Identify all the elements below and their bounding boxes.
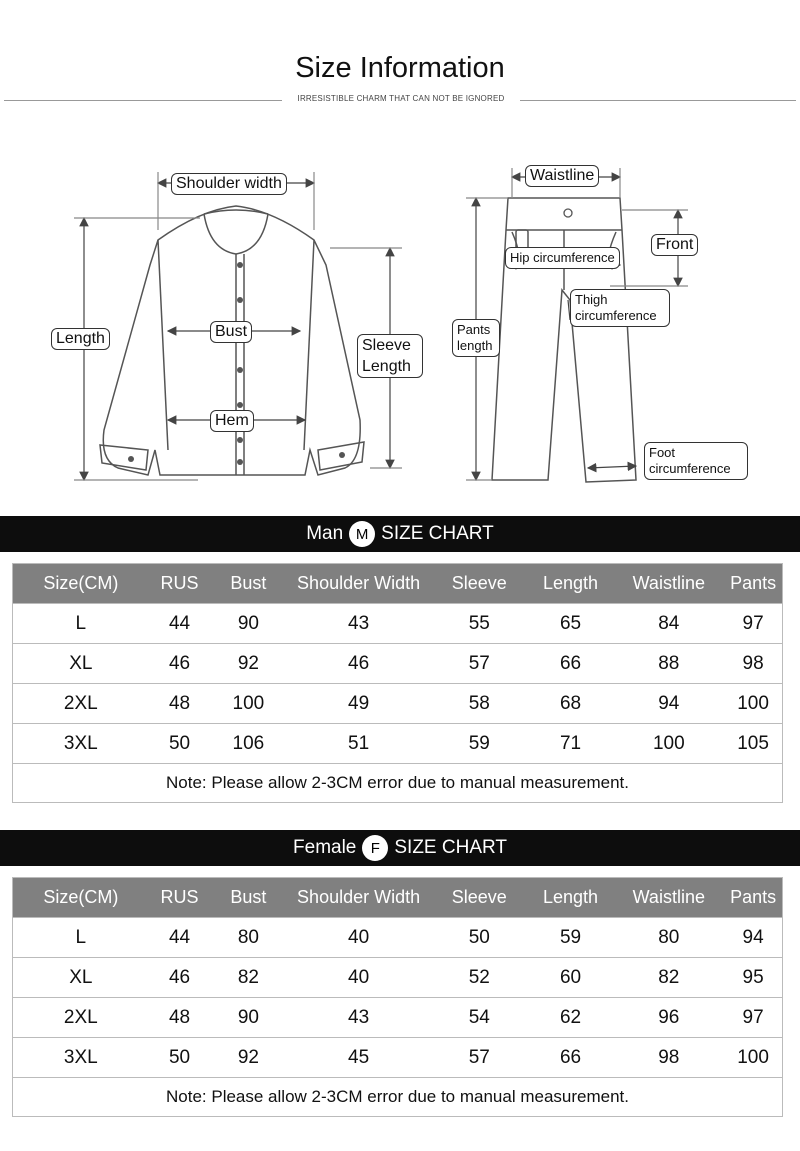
cell-length: 60 bbox=[559, 966, 582, 988]
label-hem: Hem bbox=[210, 410, 254, 432]
header-length: Length bbox=[543, 573, 599, 593]
table-row bbox=[13, 918, 782, 958]
cell-bust: 100 bbox=[232, 692, 265, 714]
header-bust: Bust bbox=[230, 887, 267, 907]
cell-length: 62 bbox=[559, 1006, 582, 1028]
cell-sleeve: 54 bbox=[468, 1006, 490, 1028]
cell-size: XL bbox=[69, 652, 93, 674]
cell-bust: 92 bbox=[237, 1046, 259, 1068]
cell-rus: 50 bbox=[168, 732, 191, 754]
table-row bbox=[13, 958, 782, 998]
cell-shoulder: 46 bbox=[348, 652, 370, 674]
cell-waistline: 100 bbox=[652, 732, 685, 754]
header-waistline: Waistline bbox=[632, 887, 705, 907]
cell-size: 2XL bbox=[63, 1006, 98, 1028]
female-size-chart-banner bbox=[0, 830, 800, 866]
header-pants: Pants bbox=[730, 887, 777, 907]
cell-size: L bbox=[75, 612, 87, 634]
page-title: Size Information bbox=[295, 52, 505, 84]
cell-pants: 105 bbox=[737, 732, 769, 754]
female-size-table bbox=[12, 877, 783, 1117]
female-label: Female bbox=[293, 837, 357, 858]
cell-sleeve: 57 bbox=[468, 1046, 490, 1068]
cell-shoulder: 40 bbox=[348, 926, 370, 948]
table-row bbox=[13, 724, 782, 764]
header-rus: RUS bbox=[160, 887, 199, 907]
divider-right bbox=[520, 100, 796, 101]
cell-bust: 106 bbox=[232, 732, 265, 754]
female-size-chart-title: SIZE CHART bbox=[394, 837, 507, 858]
cell-shoulder: 45 bbox=[348, 1046, 370, 1068]
label-bust: Bust bbox=[210, 321, 252, 343]
subtitle-bar bbox=[0, 92, 800, 108]
table-row bbox=[13, 1038, 782, 1078]
man-size-table bbox=[12, 563, 783, 803]
cell-length: 65 bbox=[559, 612, 582, 634]
cell-pants: 94 bbox=[742, 926, 764, 948]
cell-waistline: 98 bbox=[658, 1046, 680, 1068]
cell-rus: 44 bbox=[168, 926, 191, 948]
header-sleeve: Sleeve bbox=[451, 573, 507, 593]
label-hip-circumference: Hip circumference bbox=[505, 247, 620, 269]
cell-length: 66 bbox=[559, 1046, 582, 1068]
cell-bust: 90 bbox=[237, 1006, 259, 1028]
cell-pants: 97 bbox=[742, 1006, 764, 1028]
cell-size: XL bbox=[69, 966, 93, 988]
cell-bust: 80 bbox=[237, 926, 259, 948]
cell-rus: 50 bbox=[168, 1046, 191, 1068]
cell-waistline: 84 bbox=[658, 612, 680, 634]
cell-pants: 100 bbox=[737, 692, 769, 714]
subtitle: IRRESISTIBLE CHARM THAT CAN NOT BE IGNORED bbox=[297, 94, 505, 103]
cell-size: L bbox=[75, 926, 87, 948]
label-pants-length: Pants length bbox=[452, 319, 500, 357]
man-label: Man bbox=[306, 523, 344, 544]
cell-pants: 95 bbox=[742, 966, 764, 988]
label-thigh-circumference: Thigh circumference bbox=[570, 289, 670, 327]
cell-pants: 97 bbox=[742, 612, 764, 634]
cell-bust: 92 bbox=[237, 652, 259, 674]
table-header-row bbox=[13, 564, 782, 604]
cell-waistline: 82 bbox=[658, 966, 680, 988]
cell-length: 68 bbox=[559, 692, 582, 714]
label-length: Length bbox=[51, 328, 110, 350]
cell-sleeve: 50 bbox=[468, 926, 490, 948]
man-size-chart-banner bbox=[0, 516, 800, 552]
measurement-diagram bbox=[0, 150, 800, 500]
cell-sleeve: 52 bbox=[468, 966, 490, 988]
cell-size: 3XL bbox=[63, 1046, 98, 1068]
cell-sleeve: 55 bbox=[468, 612, 490, 634]
cell-rus: 46 bbox=[168, 966, 191, 988]
header-sleeve: Sleeve bbox=[451, 887, 507, 907]
cell-length: 66 bbox=[559, 652, 582, 674]
cell-shoulder: 49 bbox=[348, 692, 370, 714]
cell-bust: 82 bbox=[237, 966, 259, 988]
pants-icon bbox=[492, 198, 636, 482]
cell-size: 2XL bbox=[63, 692, 98, 714]
cell-sleeve: 57 bbox=[468, 652, 490, 674]
cell-shoulder: 40 bbox=[348, 966, 370, 988]
cell-shoulder: 43 bbox=[348, 612, 370, 634]
cell-pants: 100 bbox=[737, 1046, 769, 1068]
header-length: Length bbox=[543, 887, 599, 907]
header-shoulder-width: Shoulder Width bbox=[297, 573, 421, 593]
cell-bust: 90 bbox=[237, 612, 259, 634]
label-front: Front bbox=[651, 234, 698, 256]
header-size: Size(CM) bbox=[43, 887, 119, 907]
cell-waistline: 88 bbox=[658, 652, 680, 674]
label-waistline: Waistline bbox=[525, 165, 599, 187]
label-foot-circumference: Foot circumference bbox=[644, 442, 748, 480]
cell-sleeve: 59 bbox=[468, 732, 490, 754]
divider-left bbox=[4, 100, 282, 101]
man-size-chart-title: SIZE CHART bbox=[381, 523, 494, 544]
cell-pants: 98 bbox=[742, 652, 764, 674]
header-pants: Pants bbox=[730, 573, 777, 593]
cell-waistline: 94 bbox=[658, 692, 680, 714]
cell-shoulder: 51 bbox=[348, 732, 370, 754]
cell-length: 71 bbox=[559, 732, 582, 754]
header-shoulder-width: Shoulder Width bbox=[297, 887, 421, 907]
header-bust: Bust bbox=[230, 573, 267, 593]
measurement-note: Note: Please allow 2-3CM error due to manual measurement. bbox=[166, 773, 629, 792]
header-waistline: Waistline bbox=[632, 573, 705, 593]
man-badge: M bbox=[349, 521, 375, 547]
female-badge: F bbox=[362, 835, 388, 861]
measurement-note: Note: Please allow 2-3CM error due to manual measurement. bbox=[166, 1087, 629, 1106]
cell-sleeve: 58 bbox=[468, 692, 490, 714]
cell-rus: 46 bbox=[168, 652, 191, 674]
header-rus: RUS bbox=[160, 573, 199, 593]
table-row bbox=[13, 604, 782, 644]
table-row bbox=[13, 684, 782, 724]
label-sleeve-length: Sleeve Length bbox=[357, 334, 423, 378]
cell-waistline: 80 bbox=[658, 926, 680, 948]
header-size: Size(CM) bbox=[43, 573, 119, 593]
cell-rus: 44 bbox=[168, 612, 191, 634]
table-row bbox=[13, 998, 782, 1038]
cell-size: 3XL bbox=[63, 732, 98, 754]
cell-shoulder: 43 bbox=[348, 1006, 370, 1028]
label-shoulder-width: Shoulder width bbox=[171, 173, 287, 195]
cell-waistline: 96 bbox=[658, 1006, 680, 1028]
cell-rus: 48 bbox=[168, 1006, 191, 1028]
table-header-row bbox=[13, 878, 782, 918]
cell-length: 59 bbox=[559, 926, 582, 948]
cell-rus: 48 bbox=[168, 692, 191, 714]
table-row bbox=[13, 644, 782, 684]
